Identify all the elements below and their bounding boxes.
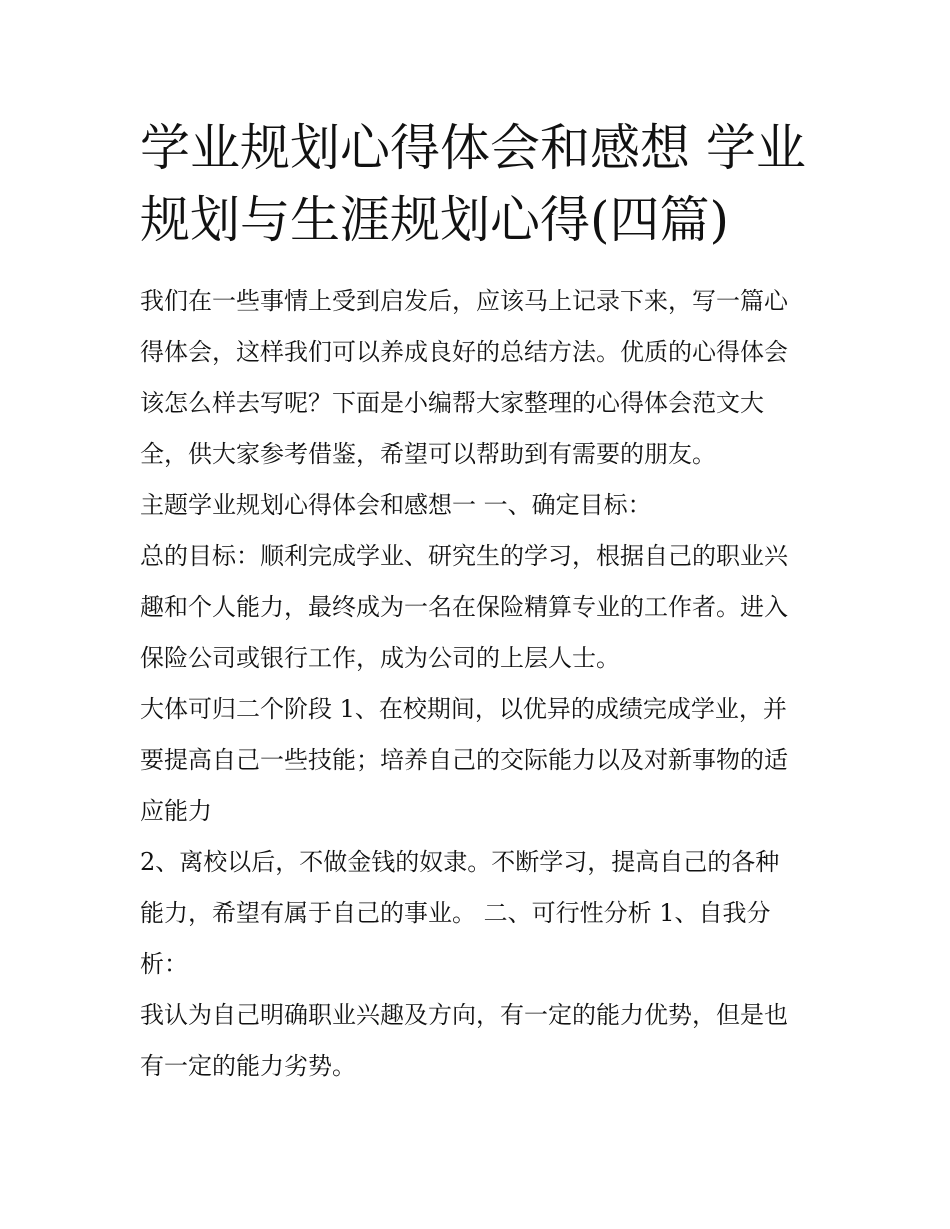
text-line: 有一定的能力劣势。 — [140, 1052, 356, 1080]
text-line: 我们在一些事情上受到启发后，应该马上记录下来，写一篇心 — [140, 287, 788, 315]
text-line: 保险公司或银行工作，成为公司的上层人士。 — [140, 644, 620, 672]
title-line: 学业规划心得体会和感想 学业 — [140, 119, 806, 177]
text-line: 要提高自己一些技能；培养自己的交际能力以及对新事物的适 — [140, 746, 788, 774]
text-line: 能力，希望有属于自己的事业。 二、可行性分析 1、自我分 — [140, 899, 771, 927]
text-line: 全，供大家参考借鉴，希望可以帮助到有需要的朋友。 — [140, 440, 716, 468]
text-line: 2、离校以后，不做金钱的奴隶。不断学习，提高自己的各种 — [140, 848, 780, 876]
text-line: 主题学业规划心得体会和感想一 一、确定目标： — [140, 491, 652, 519]
text-line: 得体会，这样我们可以养成良好的总结方法。优质的心得体会 — [140, 338, 788, 366]
title-line: 规划与生涯规划心得(四篇) — [140, 191, 730, 249]
document-body — [140, 276, 820, 1092]
text-line: 我认为自己明确职业兴趣及方向，有一定的能力优势，但是也 — [140, 1001, 788, 1029]
goal-paragraph — [140, 531, 820, 684]
text-line: 总的目标：顺利完成学业、研究生的学习，根据自己的职业兴 — [140, 542, 788, 570]
stage-one-paragraph — [140, 684, 820, 837]
document-title — [140, 112, 820, 256]
text-line: 大体可归二个阶段 1、在校期间，以优异的成绩完成学业，并 — [140, 695, 787, 723]
text-line: 应能力 — [140, 797, 212, 825]
section-heading-paragraph — [140, 480, 820, 531]
text-line: 该怎么样去写呢？下面是小编帮大家整理的心得体会范文大 — [140, 389, 764, 417]
text-line: 析： — [140, 950, 188, 978]
self-analysis-paragraph — [140, 990, 820, 1092]
text-line: 趣和个人能力，最终成为一名在保险精算专业的工作者。进入 — [140, 593, 788, 621]
intro-paragraph — [140, 276, 820, 480]
stage-two-paragraph — [140, 837, 820, 990]
